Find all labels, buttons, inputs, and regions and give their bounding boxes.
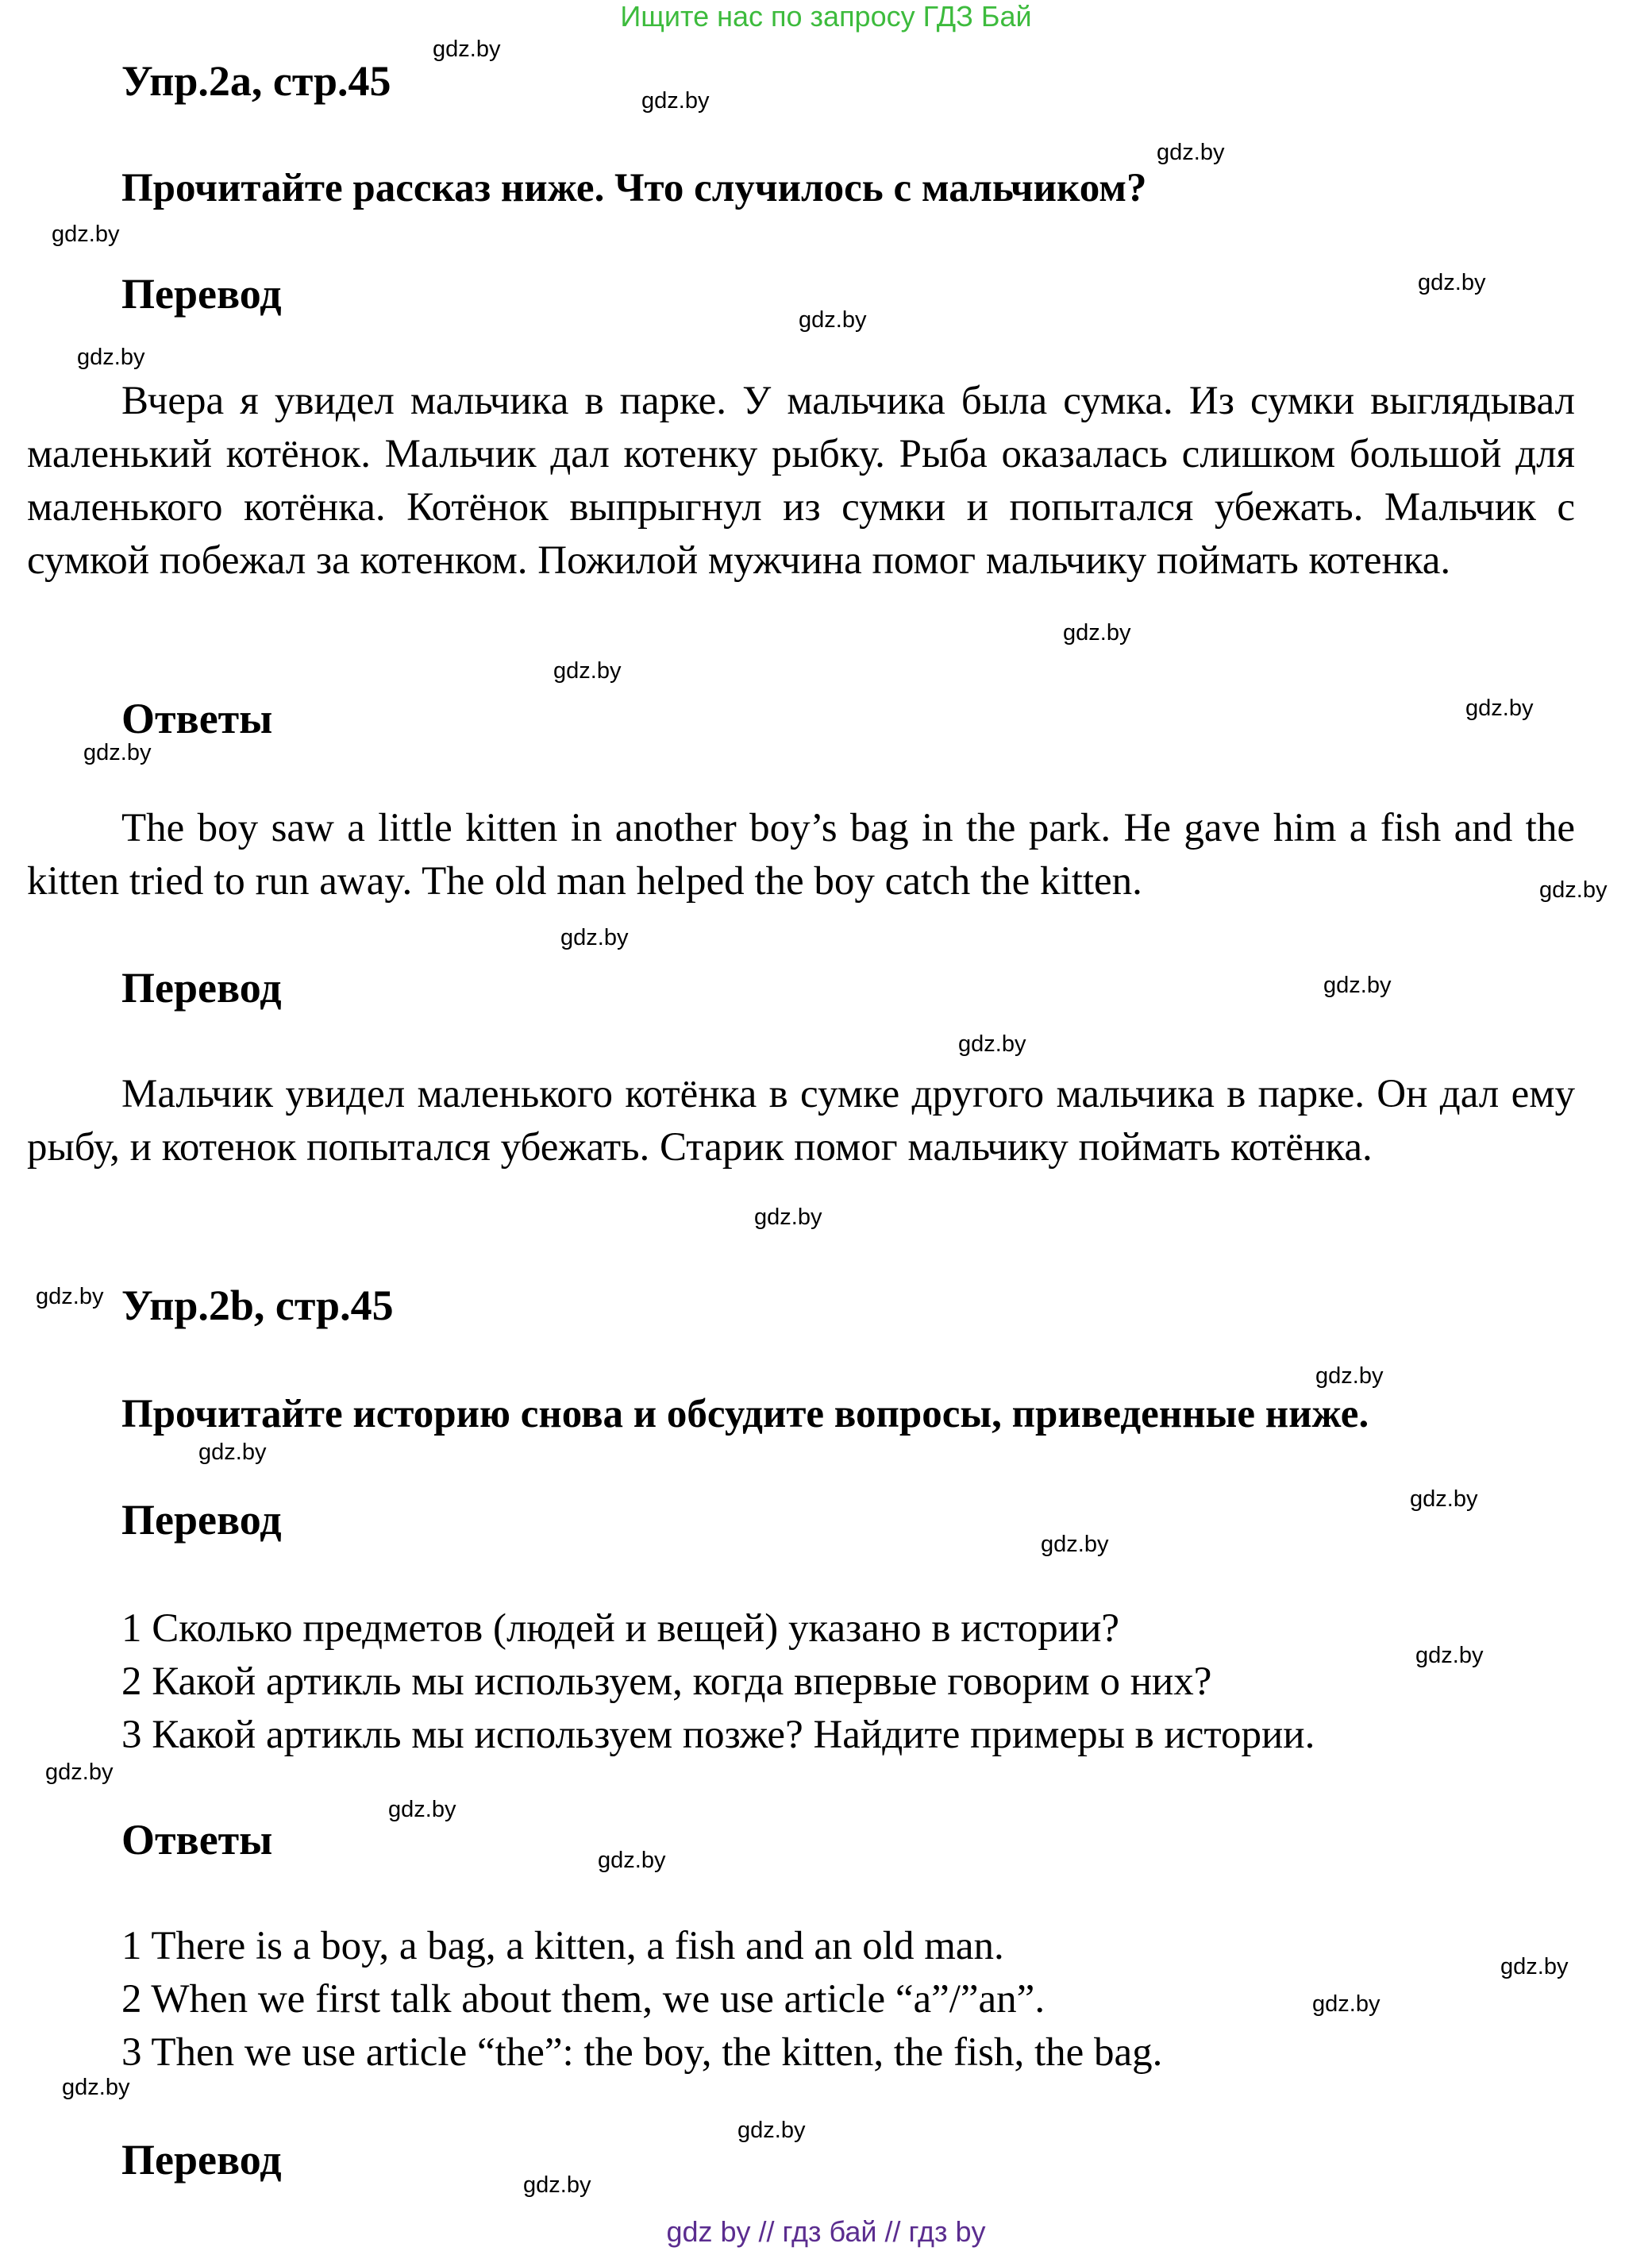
watermark: gdz.by (433, 37, 501, 62)
watermark: gdz.by (1500, 1954, 1569, 1979)
watermark: gdz.by (1157, 140, 1225, 165)
watermark: gdz.by (598, 1848, 666, 1873)
exercise-2b-questions (121, 1602, 1315, 1762)
question-item: 3 Какой артикль мы используем позже? Найдите примеры в истории. (121, 1713, 1315, 1757)
watermark: gdz.by (1041, 1532, 1109, 1557)
watermark: gdz.by (388, 1797, 456, 1822)
watermark: gdz.by (62, 2075, 130, 2100)
watermark: gdz.by (83, 740, 152, 765)
watermark: gdz.by (641, 88, 710, 114)
watermark: gdz.by (754, 1205, 822, 1230)
watermark: gdz.by (1315, 1363, 1384, 1389)
exercise-2b-title: Упр.2b, стр.45 (121, 1282, 394, 1329)
watermark: gdz.by (77, 345, 145, 370)
watermark: gdz.by (1410, 1486, 1478, 1512)
watermark: gdz.by (198, 1440, 267, 1465)
exercise-2a-answers-heading: Ответы (121, 695, 273, 742)
exercise-2b-answers (121, 1920, 1162, 2079)
exercise-2b-answers-heading: Ответы (121, 1816, 273, 1864)
exercise-2a-answer-english: The boy saw a little kitten in another boy’s bag in the park. He gave him a fish and the kitten tried to run away. The old man helped the boy catch the kitten. (27, 806, 1575, 904)
exercise-2b-answer-translation-heading: Перевод (121, 2136, 282, 2184)
exercise-2b-task: Прочитайте историю снова и обсудите вопросы, приведенные ниже. (121, 1392, 1369, 1436)
watermark: gdz.by (553, 658, 622, 684)
exercise-2a-translation-heading: Перевод (121, 270, 282, 318)
site-banner: Ищите нас по запросу ГДЗ Бай (620, 0, 1032, 33)
watermark: gdz.by (52, 222, 120, 247)
answer-item: 3 Then we use article “the”: the boy, the kitten, the fish, the bag. (121, 2030, 1163, 2075)
watermark: gdz.by (523, 2172, 591, 2198)
watermark: gdz.by (45, 1760, 114, 1785)
watermark: gdz.by (1323, 973, 1392, 998)
watermark: gdz.by (958, 1031, 1026, 1057)
watermark: gdz.by (1312, 1991, 1381, 2017)
question-item: 2 Какой артикль мы используем, когда впервые говорим о них? (121, 1659, 1212, 1704)
watermark: gdz.by (1415, 1643, 1484, 1668)
watermark: gdz.by (1418, 270, 1486, 295)
question-item: 1 Сколько предметов (людей и вещей) указано в истории? (121, 1606, 1120, 1651)
exercise-2a-title: Упр.2a, стр.45 (121, 57, 391, 105)
exercise-2a-answer-russian: Мальчик увидел маленького котёнка в сумке другого мальчика в парке. Он дал ему рыбу, и котенок попытался убежать. Старик помог мальчику поймать котёнка. (27, 1072, 1575, 1170)
watermark: gdz.by (36, 1284, 104, 1309)
watermark: gdz.by (737, 2118, 806, 2143)
watermark: gdz.by (560, 925, 629, 950)
watermark: gdz.by (799, 307, 867, 333)
exercise-2a-story-translation: Вчера я увидел мальчика в парке. У мальчика была сумка. Из сумки выглядывал маленький котёнок. Мальчик дал котенку рыбку. Рыба оказалась слишком большой для маленького котёнка. Котёнок выпрыгнул из сумки и попытался убежать. Мальчик с сумкой побежал за котенком. Пожилой мужчина помог мальчику поймать котенка. (27, 379, 1575, 583)
watermark: gdz.by (1063, 620, 1131, 646)
exercise-2a-task: Прочитайте рассказ ниже. Что случилось с мальчиком? (121, 166, 1147, 210)
site-footer-banner: gdz by // гдз бай // гдз by (666, 2215, 986, 2248)
exercise-2a-answer-translation-heading: Перевод (121, 964, 282, 1012)
answer-item: 2 When we first talk about them, we use article “a”/”an”. (121, 1977, 1045, 2022)
answer-item: 1 There is a boy, a bag, a kitten, a fish and an old man. (121, 1924, 1004, 1968)
watermark: gdz.by (1539, 877, 1608, 903)
watermark: gdz.by (1465, 696, 1534, 721)
exercise-2b-translation-heading: Перевод (121, 1496, 282, 1544)
